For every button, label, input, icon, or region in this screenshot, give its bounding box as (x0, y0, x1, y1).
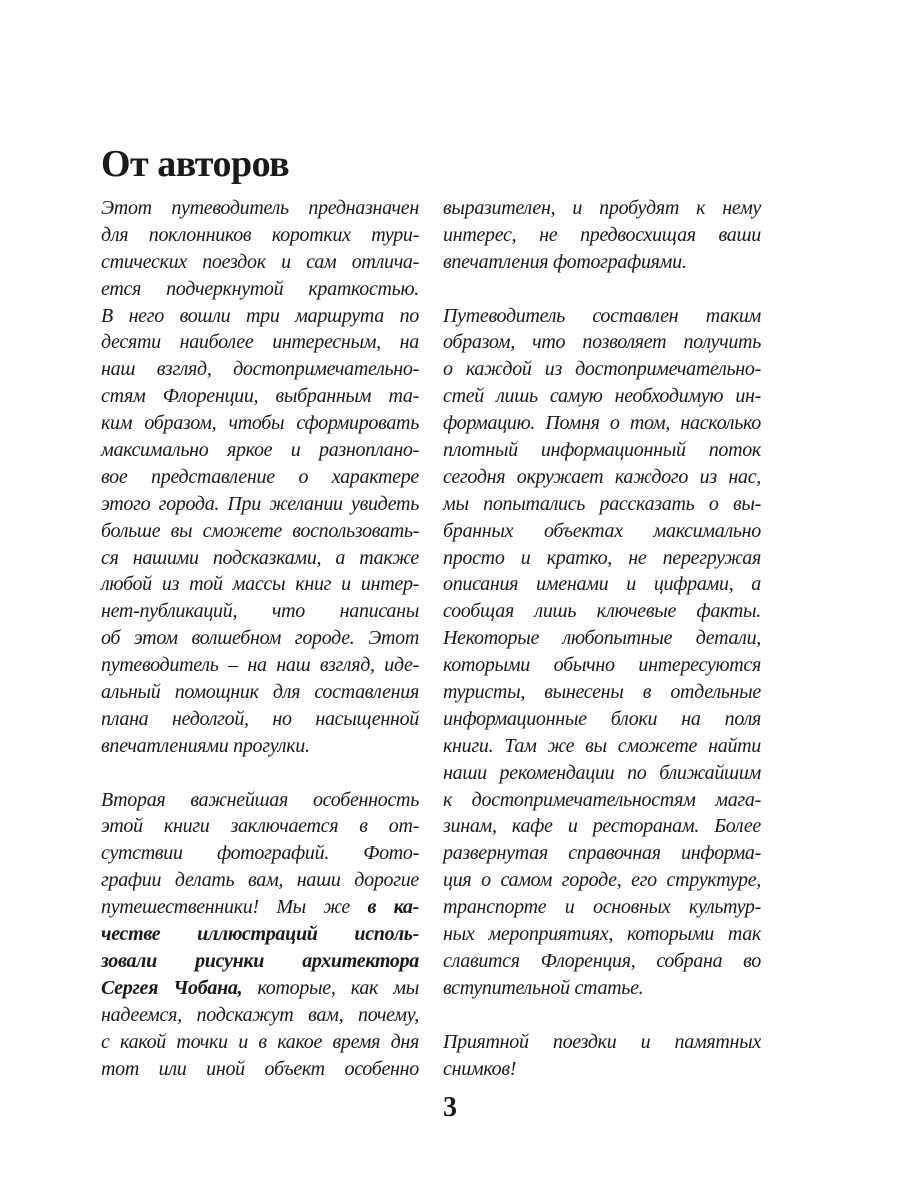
text-run: максимально яркое и разнопланo- (101, 439, 419, 462)
text-run: впечатлениями прогулки. (101, 734, 310, 757)
text-line (443, 571, 761, 598)
text-run: транспорте и основных культур- (443, 896, 761, 919)
text-run: зинам, кафе и ресторанам. Более (443, 815, 761, 838)
text-line (101, 545, 419, 572)
text-line (101, 840, 419, 867)
text-line (101, 1029, 419, 1056)
text-line (101, 571, 419, 598)
text-line (443, 867, 761, 894)
text-line (101, 276, 419, 303)
text-line (443, 813, 761, 840)
text-line (443, 518, 761, 545)
text-run: любой из той массы книг и интер- (101, 573, 419, 596)
text-run: о каждой из достопримечательно- (443, 358, 761, 381)
text-line (101, 921, 419, 948)
text-run: бранных объектах максимально (443, 519, 761, 542)
text-run: сегодня окружает каждого из нас, (443, 465, 761, 488)
text-line (101, 625, 419, 652)
text-line (443, 840, 761, 867)
text-run: ных мероприятиях, которыми так (443, 923, 761, 946)
text-run: ся нашими подсказками, а также (101, 546, 419, 569)
text-line (443, 491, 761, 518)
text-run: Этот путеводитель предназначен (101, 197, 419, 219)
text-run: Вторая важнейшая особенность (101, 788, 419, 811)
paragraph-gap (443, 1002, 761, 1029)
text-line (101, 329, 419, 356)
text-line (101, 249, 419, 276)
text-run: просто и кратко, не перегружая (443, 546, 761, 569)
text-run: впечатления фотографиями. (443, 250, 687, 273)
text-line (443, 733, 761, 760)
text-line (443, 1029, 761, 1056)
paragraph-gap (443, 276, 761, 303)
text-run: вое представление о характере (101, 465, 419, 488)
text-run: которые, как мы (242, 976, 419, 999)
page-title: От авторов (101, 143, 290, 185)
text-line (443, 249, 761, 276)
text-run: славится Флоренция, собрана во (443, 949, 761, 972)
text-line (101, 437, 419, 464)
text-run: наш взгляд, достопримечательно- (101, 358, 419, 381)
text-line (101, 975, 419, 1002)
text-line (443, 195, 761, 222)
text-run: В него вошли три маршрута по (101, 304, 419, 327)
text-run: Путеводитель составлен таким (443, 304, 761, 327)
text-run: больше вы сможете воспользовать- (101, 519, 419, 542)
text-line (443, 545, 761, 572)
text-run: ция о самом городе, его структуре, (443, 869, 761, 892)
text-line (101, 787, 419, 814)
text-run: графии делать вам, наши дорогие (101, 869, 419, 892)
text-run: снимков! (443, 1057, 517, 1080)
text-line (443, 679, 761, 706)
text-run: этого города. При желании увидеть (101, 492, 419, 515)
text-run: мы попытались рассказать о вы- (443, 492, 761, 515)
right-text-column (443, 195, 761, 1082)
bold-text-run: в ка- (367, 896, 419, 919)
text-run: ется подчеркнутой краткостью. (101, 277, 419, 300)
text-line (101, 518, 419, 545)
text-run: к достопримечательностям мага- (443, 788, 761, 811)
text-run: стям Флоренции, выбранным та- (101, 385, 419, 408)
text-run: десяти наиболее интересным, на (101, 331, 419, 354)
text-line (101, 1002, 419, 1029)
text-line (443, 652, 761, 679)
text-run: туристы, вынесены в отдельные (443, 681, 761, 704)
text-run: развернутая справочная информа- (443, 842, 761, 865)
text-line (101, 706, 419, 733)
text-line (101, 894, 419, 921)
text-run: образом, что позволяет получить (443, 331, 761, 354)
text-run: вступительной статье. (443, 976, 644, 999)
text-line (101, 813, 419, 840)
text-line (101, 464, 419, 491)
text-line (443, 410, 761, 437)
text-line (443, 598, 761, 625)
text-line (101, 356, 419, 383)
text-run: которыми обычно интересуются (443, 654, 761, 677)
text-line (101, 383, 419, 410)
text-run: этой книги заключается в от- (101, 815, 419, 838)
bold-text-run: зовали рисунки архитектора (101, 949, 419, 972)
text-line (101, 652, 419, 679)
text-run: наши рекомендации по ближайшим (443, 761, 761, 784)
bold-text-run: честве иллюстраций исполь- (101, 923, 419, 946)
text-line (443, 948, 761, 975)
text-line (443, 894, 761, 921)
text-run: для поклонников коротких тури- (101, 223, 419, 246)
text-run: нет-публикаций, что написаны (101, 600, 419, 623)
text-run: книги. Там же вы сможете найти (443, 734, 761, 757)
text-run: сутствии фотографий. Фото- (101, 842, 419, 865)
text-line (101, 303, 419, 330)
text-run: Приятной поездки и памятных (443, 1030, 761, 1053)
text-run: выразителен, и пробудят к нему (443, 197, 761, 219)
text-line (101, 679, 419, 706)
text-run: альный помощник для составления (101, 681, 419, 704)
text-line (443, 921, 761, 948)
text-line (443, 303, 761, 330)
text-line (101, 733, 419, 760)
text-run: стических поездок и сам отлича- (101, 250, 419, 273)
text-run: с какой точки и в какое время дня (101, 1030, 419, 1053)
text-run: плотный информационный поток (443, 439, 761, 462)
text-line (443, 329, 761, 356)
text-line (443, 383, 761, 410)
bold-text-run: Сергея Чобана, (101, 976, 243, 999)
text-line (443, 975, 761, 1002)
text-run: формацию. Помня о том, насколько (443, 412, 761, 435)
text-line (443, 1056, 761, 1083)
page-number: 3 (443, 1092, 457, 1123)
text-run: путешественники! Мы же (101, 896, 368, 919)
text-run: ким образом, чтобы сформировать (101, 412, 419, 435)
text-run: тот или иной объект особенно (101, 1057, 419, 1080)
text-line (101, 948, 419, 975)
text-line (443, 356, 761, 383)
text-run: информационные блоки на поля (443, 707, 761, 730)
text-line (443, 222, 761, 249)
text-run: Некоторые любопытные детали, (443, 627, 761, 650)
text-line (443, 437, 761, 464)
text-run: надеемся, подскажут вам, почему, (101, 1003, 419, 1026)
text-line (101, 410, 419, 437)
text-line (443, 787, 761, 814)
text-line (443, 625, 761, 652)
text-run: описания именами и цифрами, а (443, 573, 761, 596)
text-line (443, 706, 761, 733)
text-line (101, 195, 419, 222)
text-line (101, 1056, 419, 1083)
text-line (101, 867, 419, 894)
text-run: стей лишь самую необходимую ин- (443, 385, 761, 408)
text-line (101, 222, 419, 249)
paragraph-gap (101, 760, 419, 787)
text-line (101, 598, 419, 625)
left-text-column (101, 195, 419, 1082)
text-run: интерес, не предвосхищая ваши (443, 223, 761, 246)
text-run: путеводитель – на наш взгляд, иде- (101, 654, 419, 677)
text-run: плана недолгой, но насыщенной (101, 707, 419, 730)
text-line (443, 464, 761, 491)
text-run: сообщая лишь ключевые факты. (443, 600, 761, 623)
text-line (101, 491, 419, 518)
text-line (443, 760, 761, 787)
text-run: об этом волшебном городе. Этот (101, 627, 419, 650)
